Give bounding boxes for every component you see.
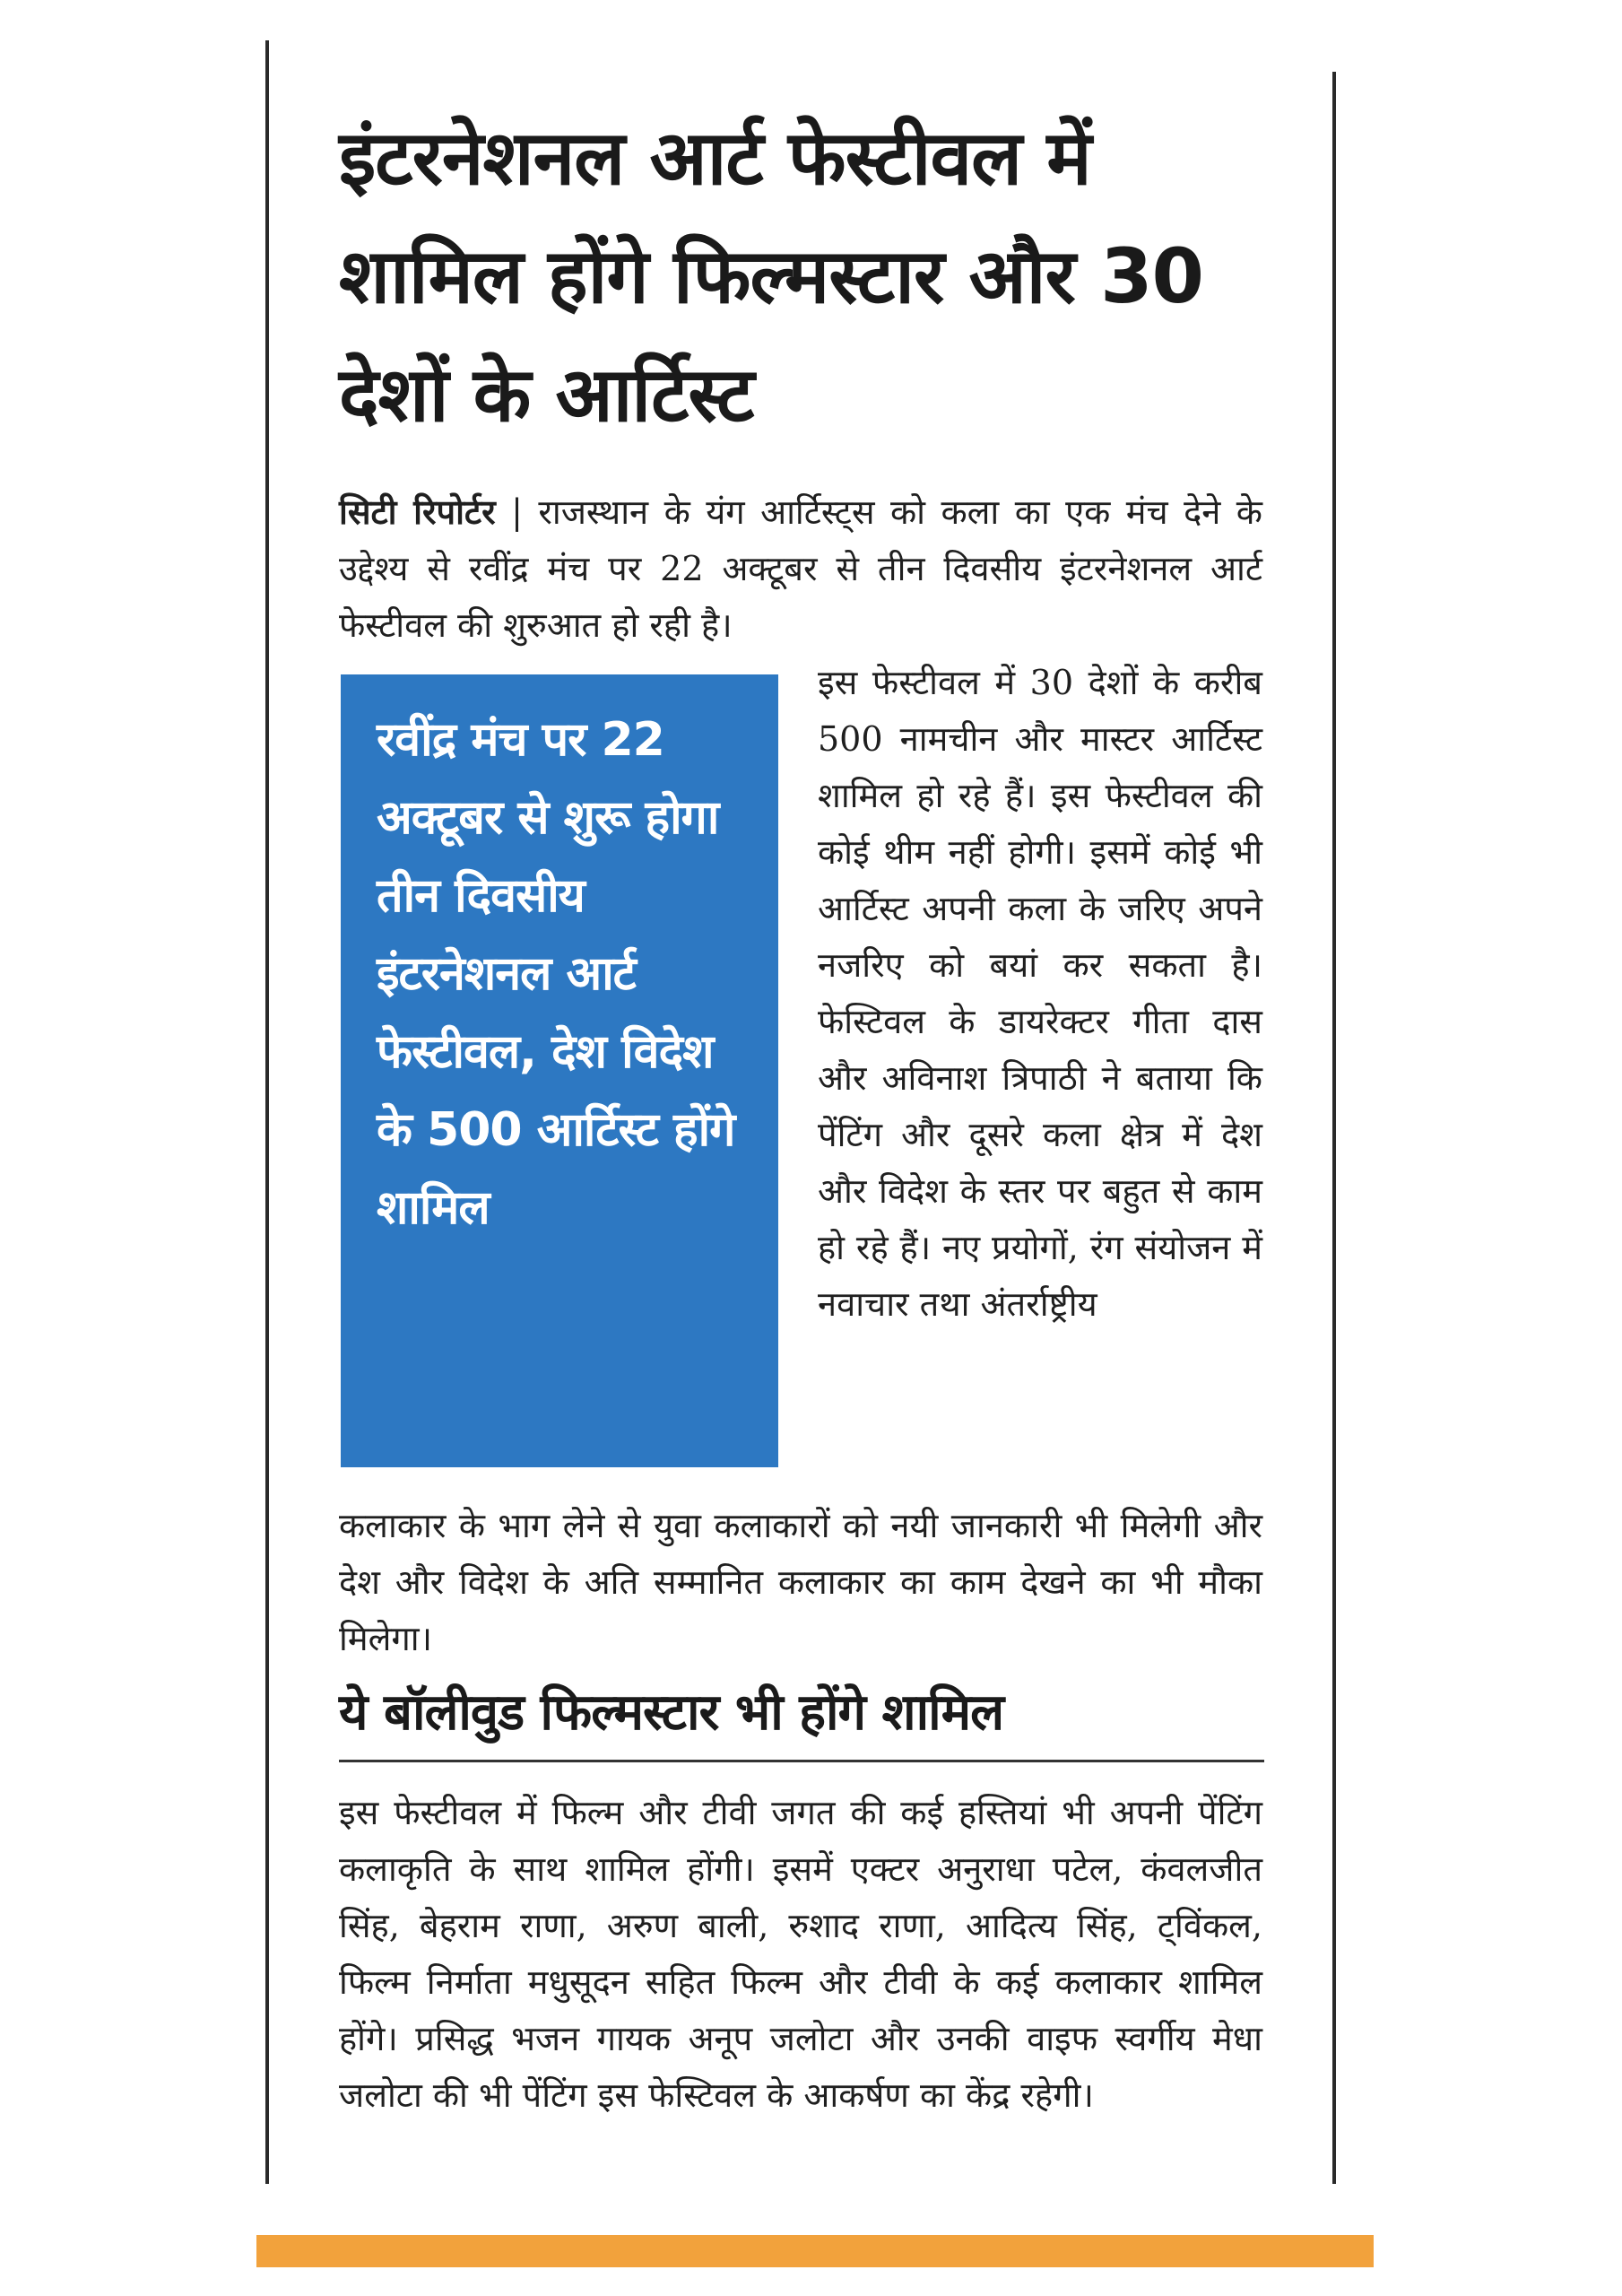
headline: इंटरनेशनल आर्ट फेस्टीवल में शामिल होंगे फिल्मस्टार और 30 देशों के आर्टिस्ट xyxy=(339,114,1203,439)
subheading: ये बॉलीवुड फिल्मस्टार भी होंगे शामिल xyxy=(339,1683,1004,1742)
continuation-text: कलाकार के भाग लेने से युवा कलाकारों को नयी जानकारी भी मिलेगी और देश और विदेश के अति सम्मानित कलाकार का काम देखने का भी मौका मिलेगा। xyxy=(339,1506,1262,1658)
intro-paragraph xyxy=(339,484,1262,654)
subheading-rule xyxy=(339,1760,1264,1762)
dateline-separator: | xyxy=(495,492,539,532)
callout-text: रवींद्र मंच पर 22 अक्टूबर से शुरू होगा तीन दिवसीय इंटरनेशनल आर्ट फेस्टीवल, देश विदेश के 500 आर्टिस्ट होंगे शामिल xyxy=(377,713,735,1235)
intro-text: राजस्थान के यंग आर्टिस्ट्स को कला का एक मंच देने के उद्देश्य से रवींद्र मंच पर 22 अक्टूबर से तीन दिवसीय इंटरनेशनल आर्ट फेस्टीवल की शुरुआत हो रही है। xyxy=(339,492,1262,645)
bottom-color-strip xyxy=(256,2235,1374,2267)
section-two-text: इस फेस्टीवल में फिल्म और टीवी जगत की कई हस्तियां भी अपनी पेंटिंग कलाकृति के साथ शामिल होंगी। इसमें एक्टर अनुराधा पटेल, कंवलजीत सिंह, बेहराम राणा, अरुण बाली, रुशाद राणा, आदित्य सिंह, ट्विंकल, फिल्म निर्माता मधुसूदन सहित फिल्म और टीवी के कई कलाकार शामिल होंगे। प्रसिद्ध भजन गायक अनूप जलोटा और उनकी वाइफ स्वर्गीय मेधा जलोटा की भी पेंटिंग इस फेस्टिवल के आकर्षण का केंद्र रहेगी। xyxy=(339,1793,1262,2115)
dateline: सिटी रिपोर्टर xyxy=(339,492,496,532)
right-column-text: इस फेस्टीवल में 30 देशों के करीब 500 नामचीन और मास्टर आर्टिस्ट शामिल हो रहे हैं। इस फेस्टीवल की कोई थीम नहीं होगी। इसमें कोई भी आर्टिस्ट अपनी कला के जरिए अपने नजरिए को बयां कर सकता है। फेस्टिवल के डायरेक्टर गीता दास और अविनाश त्रिपाठी ने बताया कि पेंटिंग और दूसरे कला क्षेत्र में देश और विदेश के स्तर पर बहुत से काम हो रहे हैं। नए प्रयोगों, रंग संयोजन में नवाचार तथा अंतर्राष्ट्रीय xyxy=(818,663,1262,1324)
left-column-rule xyxy=(265,40,269,2184)
callout-box xyxy=(341,674,778,1467)
right-column-rule xyxy=(1332,72,1336,2184)
